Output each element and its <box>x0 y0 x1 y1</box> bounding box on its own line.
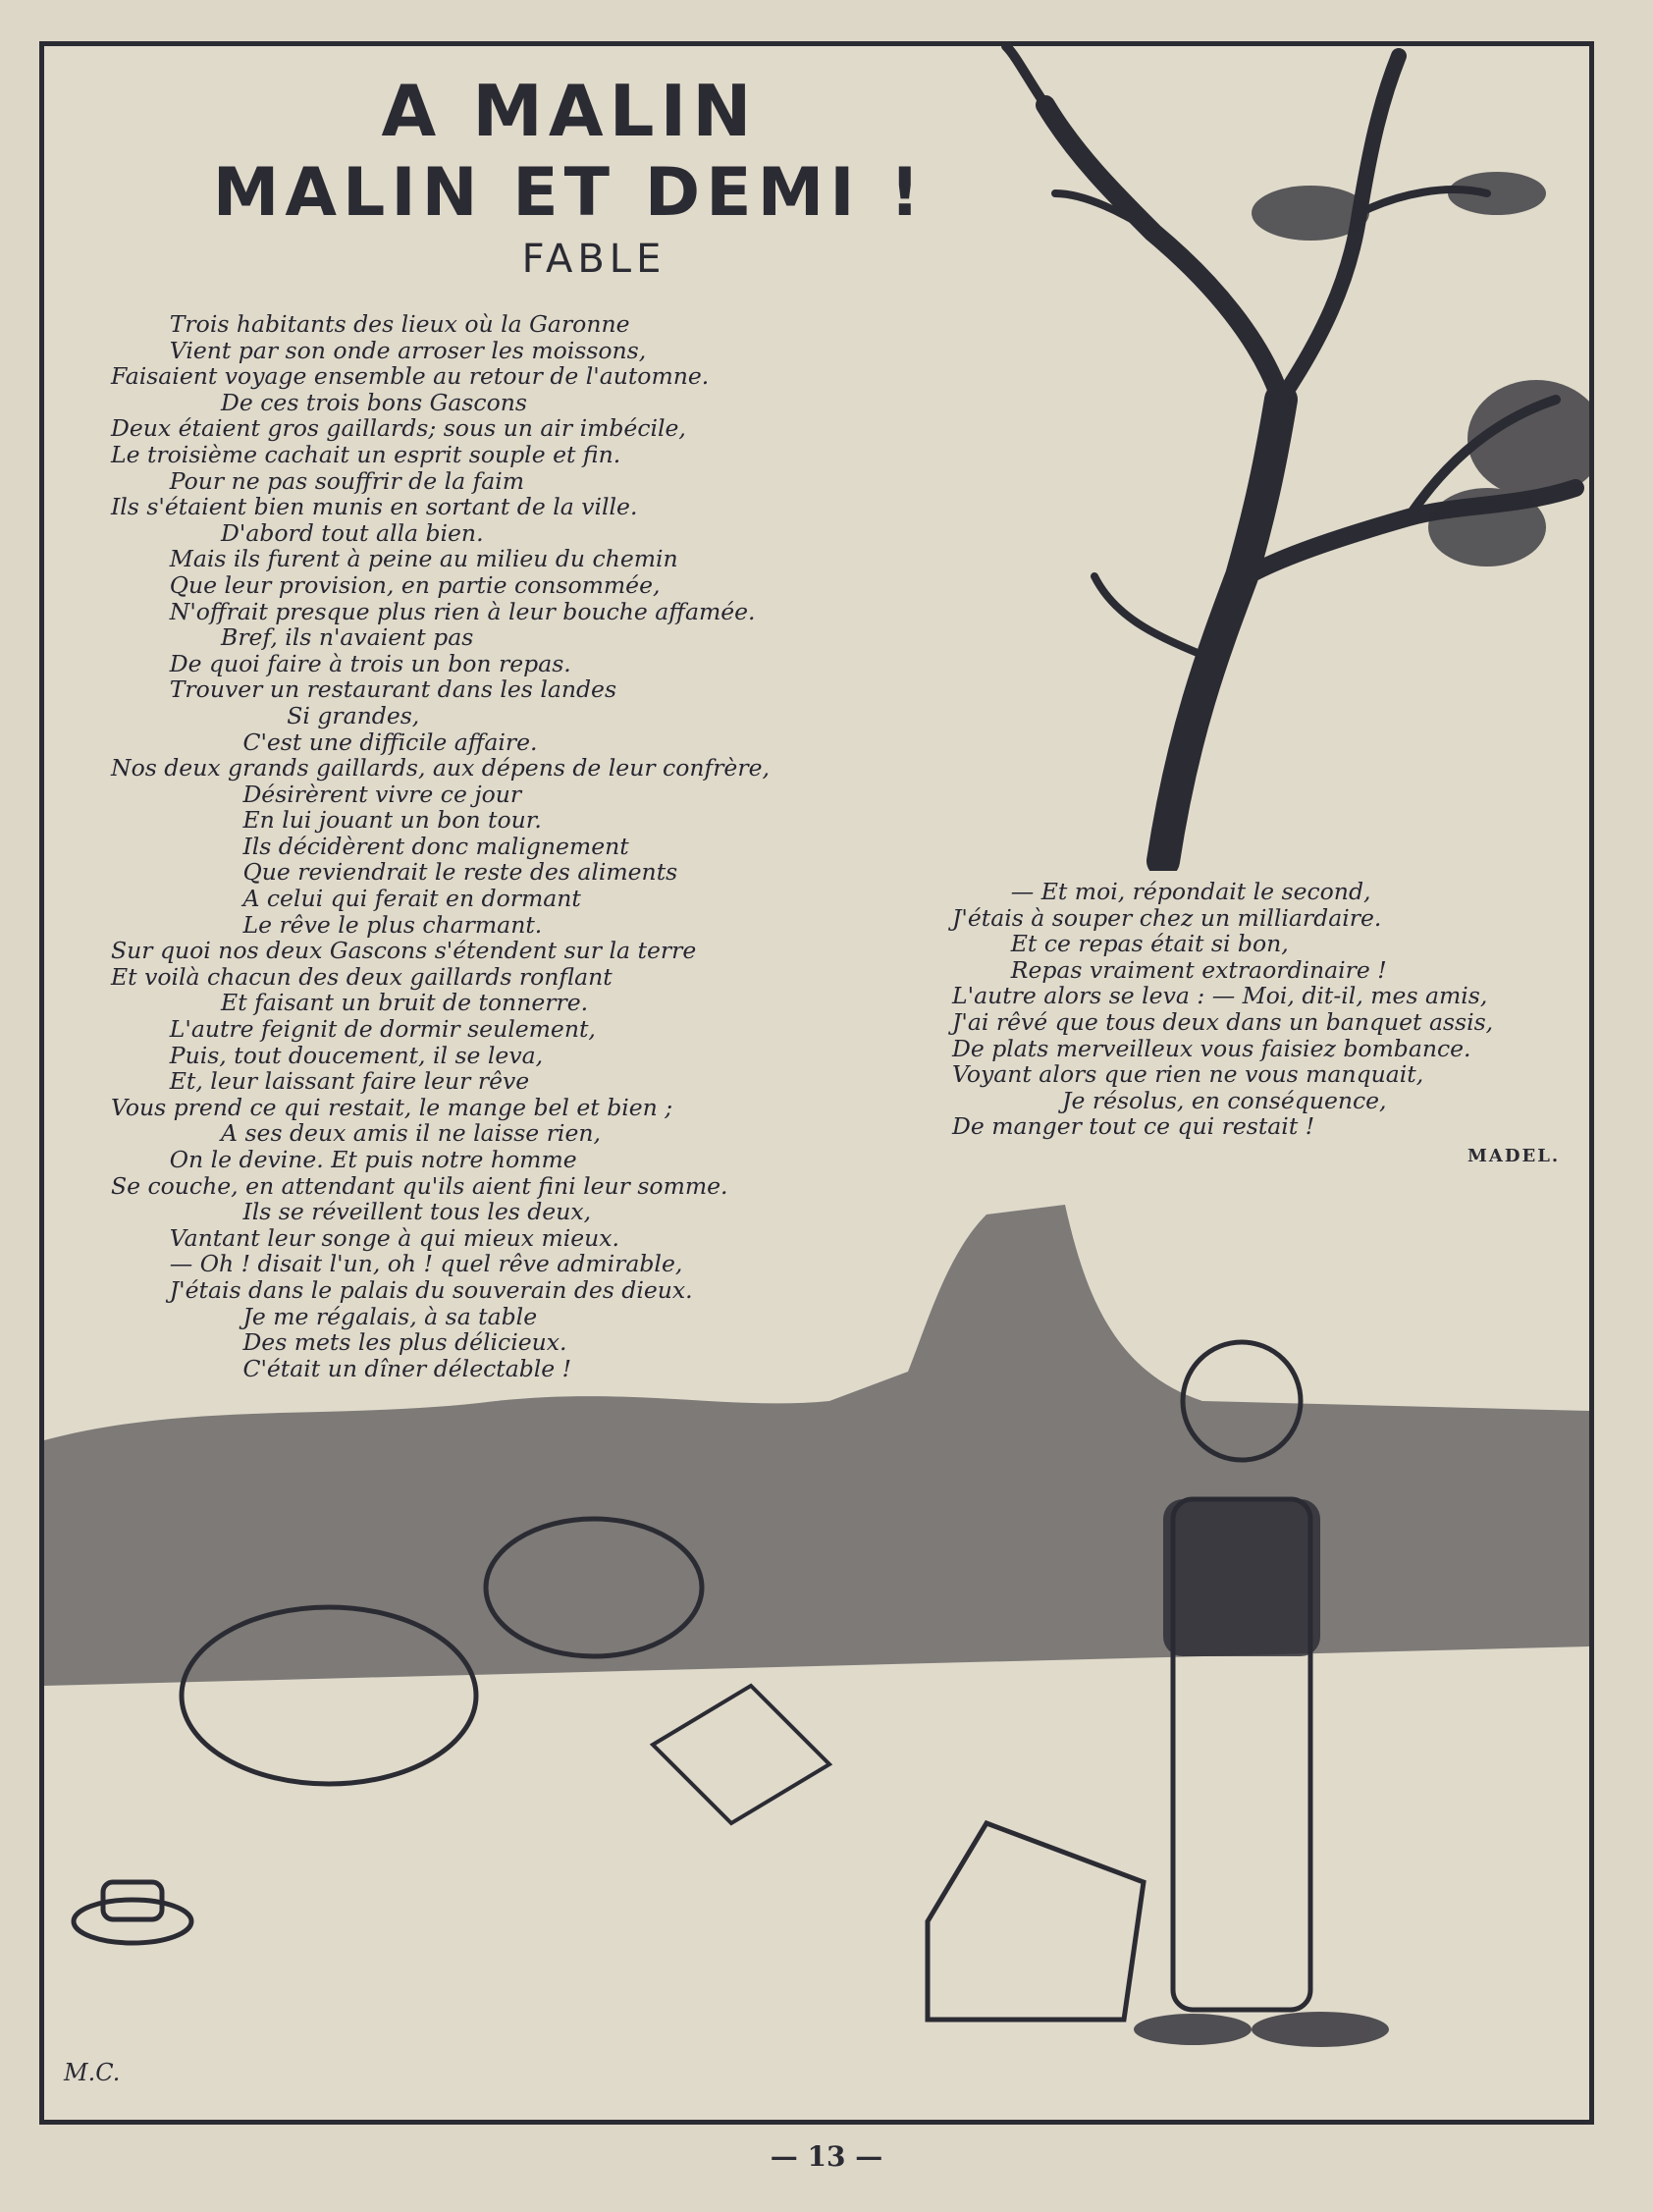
poem-line: On le devine. Et puis notre homme <box>111 1146 577 1173</box>
poem-line: C'est une difficile affaire. <box>111 728 538 756</box>
tree-illustration <box>986 46 1594 871</box>
poem-line: De manger tout ce qui restait ! <box>952 1112 1315 1141</box>
poem-line: Trouver un restaurant dans les landes <box>111 675 617 704</box>
poem-line: Et voilà chacun des deux gaillards ronflant <box>111 962 613 991</box>
poem-line: Voyant alors que rien ne vous manquait, <box>952 1060 1424 1089</box>
title-line-2: MALIN ET DEMI ! <box>212 154 927 232</box>
poem-line: C'était un dîner délectable ! <box>111 1354 572 1382</box>
poem-line: Faisaient voyage ensemble au retour de l'automne. <box>111 362 710 391</box>
poem-line: J'étais à souper chez un milliardaire. <box>952 903 1382 932</box>
poem-line: Je résolus, en conséquence, <box>952 1086 1387 1114</box>
page-frame <box>39 41 1594 2125</box>
poem-line: L'autre feignit de dormir seulement, <box>111 1015 596 1044</box>
poem-line: Pour ne pas souffrir de la faim <box>111 466 525 495</box>
poem-line: Et, leur laissant faire leur rêve <box>111 1067 530 1096</box>
poem-line: N'offrait presque plus rien à leur bouche affamée. <box>111 597 756 625</box>
poem-line: Mais ils furent à peine au milieu du chemin <box>111 545 678 573</box>
poem-line: J'étais dans le palais du souverain des dieux. <box>111 1275 693 1304</box>
poem-line: Vantant leur songe à qui mieux mieux. <box>111 1223 620 1252</box>
poem-line: Et ce repas était si bon, <box>952 930 1289 958</box>
poem-line: De plats merveilleux vous faisiez bombance. <box>952 1034 1471 1062</box>
poem-line: Ils s'étaient bien munis en sortant de la ville. <box>111 493 638 521</box>
poem-right-column <box>952 879 1493 1140</box>
poem-line: Vous prend ce qui restait, le mange bel et bien ; <box>111 1093 673 1121</box>
poem-line: Le troisième cachait un esprit souple et fin. <box>111 440 621 468</box>
poem-line: Puis, tout doucement, il se leva, <box>111 1041 544 1069</box>
poem-line: — Oh ! disait l'un, oh ! quel rêve admirable, <box>111 1250 683 1278</box>
illustrator-initials: M.C. <box>64 2059 121 2086</box>
poem-line: Ils se réveillent tous les deux, <box>111 1198 592 1226</box>
poem-line: Désirèrent vivre ce jour <box>111 780 522 808</box>
poem-line: A ses deux amis il ne laisse rien, <box>111 1119 601 1148</box>
author-signature: MADEL. <box>1467 1146 1561 1166</box>
poem-line: Vient par son onde arroser les moissons, <box>111 336 647 364</box>
fable-subtitle: FABLE <box>521 237 667 282</box>
poem-line: De ces trois bons Gascons <box>111 388 527 416</box>
poem-line: L'autre alors se leva : — Moi, dit-il, mes amis, <box>952 982 1488 1010</box>
poem-line: Sur quoi nos deux Gascons s'étendent sur la terre <box>111 937 697 965</box>
poem-line: Bref, ils n'avaient pas <box>111 623 474 652</box>
poem-line: — Et moi, répondait le second, <box>952 878 1371 905</box>
poem-line: Que leur provision, en partie consommée, <box>111 570 661 599</box>
poem-line: De quoi faire à trois un bon repas. <box>111 649 571 677</box>
poem-line: Des mets les plus délicieux. <box>111 1328 567 1357</box>
poem-line: Repas vraiment extraordinaire ! <box>952 955 1387 984</box>
poem-line: A celui qui ferait en dormant <box>111 885 581 913</box>
poem-line: Le rêve le plus charmant. <box>111 910 543 939</box>
poem-line: J'ai rêvé que tous deux dans un banquet assis, <box>952 1007 1494 1036</box>
title-line-1: A MALIN <box>381 70 758 152</box>
fable-title <box>162 70 977 232</box>
poem-line: Que reviendrait le reste des aliments <box>111 858 678 887</box>
poem-line: Je me régalais, à sa table <box>111 1302 538 1330</box>
poem-left-column <box>111 311 770 1381</box>
poem-line: Et faisant un bruit de tonnerre. <box>111 989 589 1017</box>
poem-line: Ils décidèrent donc malignement <box>111 832 629 860</box>
poem-line: Deux étaient gros gaillards; sous un air imbécile, <box>111 414 686 443</box>
poem-line: D'abord tout alla bien. <box>111 518 484 547</box>
poem-line: En lui jouant un bon tour. <box>111 806 542 835</box>
poem-line: Trois habitants des lieux où la Garonne <box>111 310 630 338</box>
poem-line: Se couche, en attendant qu'ils aient fini leur somme. <box>111 1171 728 1200</box>
poem-line: Si grandes, <box>111 701 420 729</box>
poem-line: Nos deux grands gaillards, aux dépens de leur confrère, <box>111 754 770 782</box>
page-number: — 13 — <box>770 2140 883 2173</box>
